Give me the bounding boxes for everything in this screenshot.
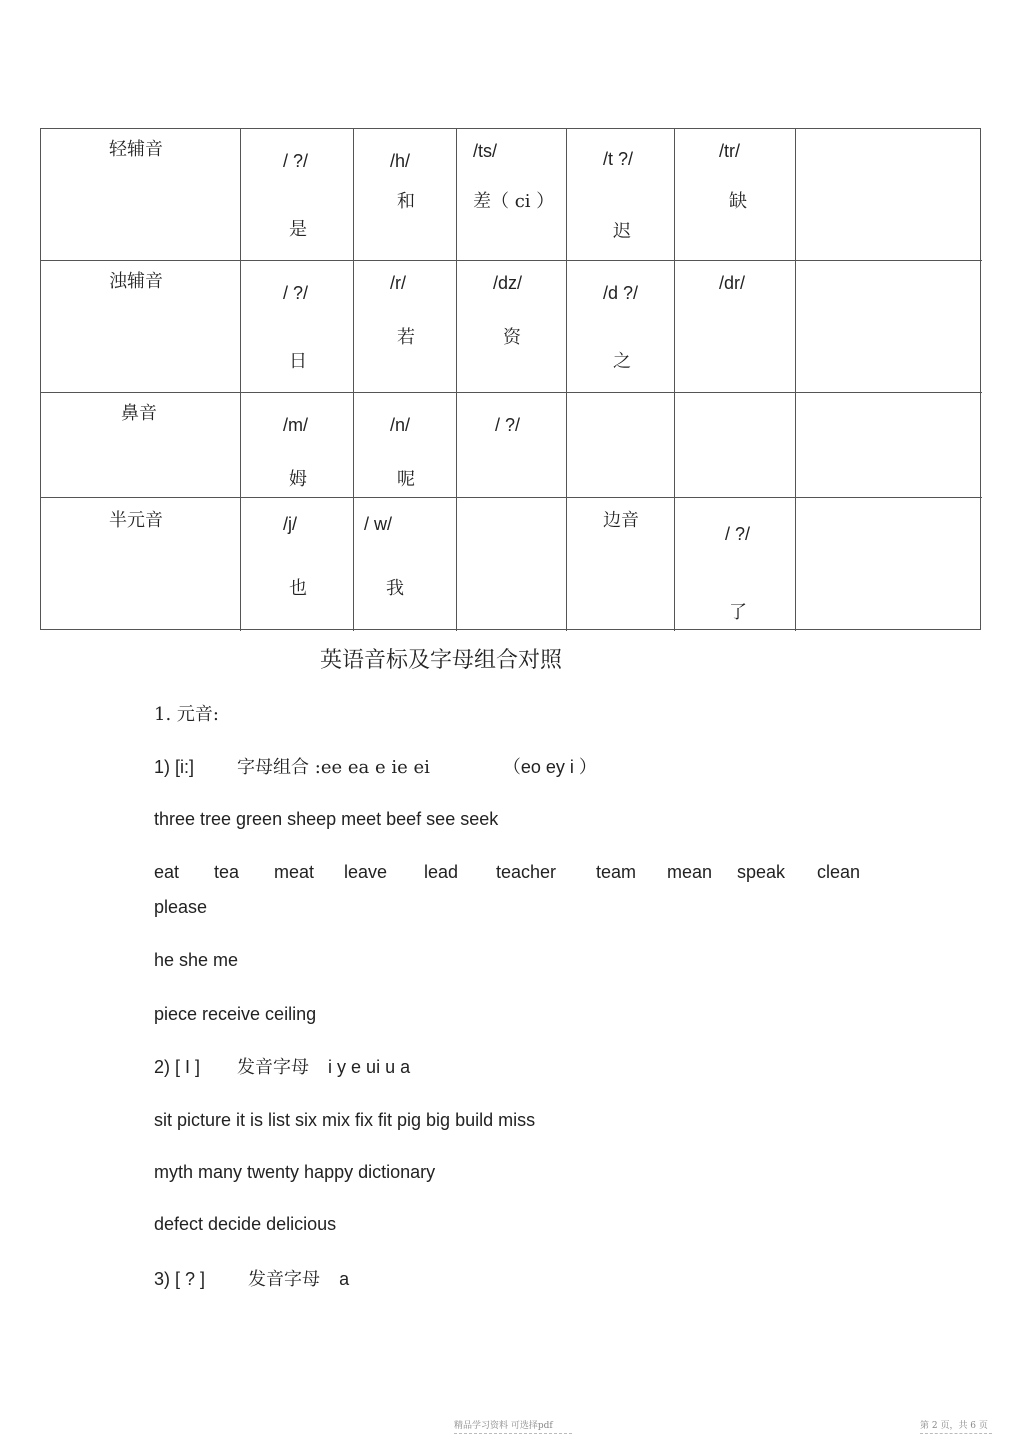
- ipa-symbol: /r/: [390, 273, 406, 293]
- chinese-approximation: 日: [289, 351, 307, 372]
- row-label-cell: [41, 393, 241, 498]
- ipa-symbol: /m/: [283, 415, 308, 435]
- word: mean: [667, 862, 713, 882]
- chinese-approximation: 缺: [729, 191, 747, 212]
- vowel-2-letters: i y e ui u a: [328, 1057, 411, 1077]
- word-line: three tree green sheep meet beef see seek: [154, 809, 499, 829]
- row-label: 轻辅音: [109, 139, 163, 160]
- ipa-symbol: /t ?/: [603, 149, 634, 169]
- word: teacher: [496, 862, 557, 882]
- row-label-cell: [41, 261, 241, 393]
- word: leave: [344, 862, 388, 882]
- chinese-approximation: 之: [613, 351, 631, 372]
- vowel-heading-2: [154, 1053, 410, 1079]
- chinese-approximation: 我: [386, 578, 404, 599]
- vowel-1-extra: （eo ey i ）: [502, 757, 597, 777]
- phoneme-cell: [567, 498, 675, 631]
- phoneme-cell: [675, 129, 796, 261]
- phoneme-cell: [796, 498, 982, 631]
- chinese-approximation: 资: [503, 327, 521, 348]
- phoneme-cell: [796, 261, 982, 393]
- word: speak: [737, 862, 786, 882]
- footer-left: 精品学习资料 可选择pdf: [454, 1421, 553, 1431]
- ipa-symbol: /h/: [390, 151, 411, 171]
- chinese-approximation: 呢: [397, 469, 415, 490]
- chinese-approximation: 和: [397, 191, 415, 212]
- chinese-approximation: 是: [289, 219, 307, 240]
- phoneme-cell: [354, 498, 457, 631]
- word: eat: [154, 862, 180, 882]
- phoneme-cell: [675, 498, 796, 631]
- row-label: 鼻音: [121, 403, 157, 424]
- vowel-1-symbol: 1) [i:]: [154, 757, 195, 777]
- chinese-approximation: 了: [729, 602, 747, 623]
- ipa-symbol: /dz/: [493, 273, 523, 293]
- phoneme-cell: [457, 129, 567, 261]
- ipa-symbol: / ?/: [283, 283, 309, 303]
- vowel-section-heading: 1. 元音:: [154, 704, 219, 725]
- row-label: 浊辅音: [109, 271, 163, 292]
- phoneme-cell: [567, 129, 675, 261]
- row-label-cell: [41, 498, 241, 631]
- phoneme-cell: [241, 129, 354, 261]
- footer-divider-right: [920, 1433, 992, 1434]
- vowel-1-combos: 字母组合 :ee ea e ie ei: [237, 757, 430, 778]
- phoneme-cell: [241, 393, 354, 498]
- word-line: piece receive ceiling: [154, 1004, 317, 1024]
- category-label: 边音: [603, 510, 639, 531]
- word: lead: [424, 862, 459, 882]
- phoneme-cell: [354, 393, 457, 498]
- row-label-cell: [41, 129, 241, 261]
- vowel-2-symbol: 2) [ I ]: [154, 1057, 201, 1077]
- ipa-symbol: /j/: [283, 514, 298, 534]
- phoneme-cell: [457, 261, 567, 393]
- phoneme-cell: [457, 498, 567, 631]
- chinese-approximation: 迟: [613, 221, 631, 242]
- word: team: [596, 862, 637, 882]
- phoneme-cell: [241, 498, 354, 631]
- phoneme-cell: [796, 393, 982, 498]
- chinese-approximation: 若: [397, 327, 415, 348]
- ipa-symbol: /dr/: [719, 273, 746, 293]
- phoneme-cell: [567, 261, 675, 393]
- footer-divider-left: [454, 1433, 572, 1434]
- phoneme-cell: [796, 129, 982, 261]
- word-line-wrap: please: [154, 897, 208, 917]
- ipa-symbol: /d ?/: [603, 283, 639, 303]
- vowel-3-label: 发音字母: [248, 1269, 321, 1290]
- ipa-symbol: /tr/: [719, 141, 740, 161]
- phoneme-cell: [567, 393, 675, 498]
- chinese-approximation: 姆: [289, 469, 307, 490]
- vowel-heading-3: [154, 1265, 349, 1291]
- ipa-symbol: /ts/: [473, 141, 498, 161]
- chinese-approximation: 也: [289, 578, 307, 599]
- word: tea: [214, 862, 240, 882]
- ipa-symbol: / ?/: [283, 151, 309, 171]
- ipa-symbol: / ?/: [725, 524, 751, 544]
- consonant-table: [40, 128, 981, 630]
- vowel-2-label: 发音字母: [237, 1057, 310, 1078]
- vowel-3-letters: a: [339, 1269, 350, 1289]
- ipa-symbol: / w/: [364, 514, 393, 534]
- section-title: 英语音标及字母组合对照: [320, 648, 563, 673]
- word-line: sit picture it is list six mix fix fit pig big build miss: [154, 1110, 536, 1130]
- footer-page-number: 第 2 页，共 6 页: [920, 1421, 988, 1431]
- ipa-symbol: /n/: [390, 415, 411, 435]
- word: meat: [274, 862, 315, 882]
- chinese-approximation: 差（ ci ）: [473, 191, 555, 212]
- row-label: 半元音: [109, 510, 163, 531]
- phoneme-cell: [354, 261, 457, 393]
- phoneme-cell: [457, 393, 567, 498]
- vowel-3-symbol: 3) [ ? ]: [154, 1269, 206, 1289]
- vowel-heading-1: [154, 753, 597, 779]
- phoneme-cell: [354, 129, 457, 261]
- word: clean: [817, 862, 861, 882]
- word-line: myth many twenty happy dictionary: [154, 1162, 436, 1182]
- ipa-symbol: / ?/: [495, 415, 521, 435]
- word-line: defect decide delicious: [154, 1214, 337, 1234]
- phoneme-cell: [675, 393, 796, 498]
- phoneme-cell: [241, 261, 354, 393]
- phoneme-cell: [675, 261, 796, 393]
- word-line: he she me: [154, 950, 239, 970]
